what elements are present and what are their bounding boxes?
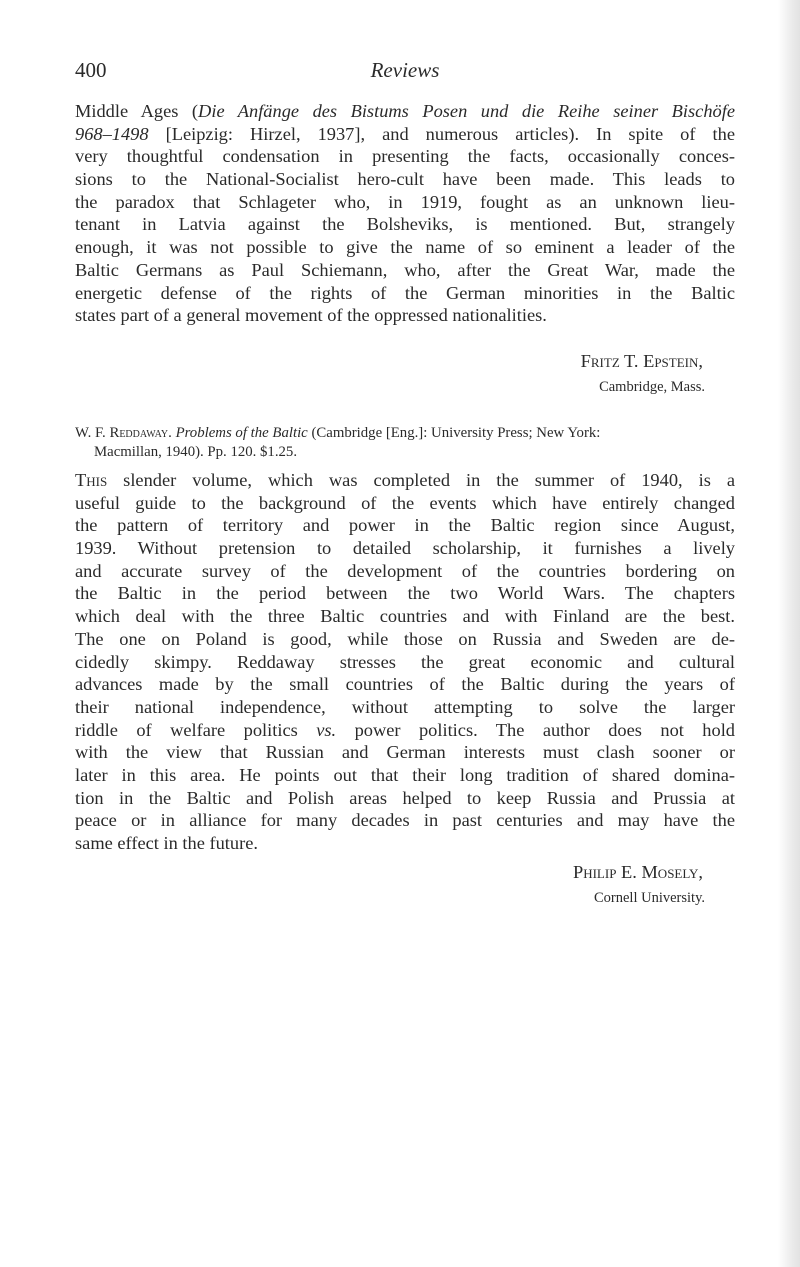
page-header xyxy=(75,58,735,86)
text-line: tion in the Baltic and Polish areas helped to keep Russia and Prussia at xyxy=(75,787,735,808)
text-line: sions to the National-Socialist hero-cult have been made. This leads to xyxy=(75,169,735,190)
citation-line xyxy=(75,424,735,443)
reviewer-affiliation: Cornell University. xyxy=(593,890,705,906)
text-line xyxy=(75,719,735,742)
review-2-body xyxy=(75,469,735,855)
text-run: riddle of welfare politics xyxy=(75,719,317,740)
book-citation xyxy=(75,424,735,461)
text-line xyxy=(75,123,735,146)
reviewer-name: Fritz T. Epstein, xyxy=(580,351,703,371)
text-line: advances made by the small countries of the Baltic during the years of xyxy=(75,674,735,695)
text-line: later in this area. He points out that their long tradition of shared domina- xyxy=(75,764,735,785)
book-dates-italic: 968–1498 xyxy=(75,123,149,144)
text-run: power politics. The author does not hold xyxy=(336,719,735,740)
text-line: The one on Poland is good, while those on Russia and Sweden are de- xyxy=(75,628,735,649)
text-run: Middle Ages ( xyxy=(75,101,199,121)
reviewer-affiliation: Cambridge, Mass. xyxy=(599,379,705,395)
text-line: enough, it was not possible to give the name of so eminent a leader of the xyxy=(75,237,735,258)
text-line xyxy=(75,100,735,123)
book-title: Problems of the Baltic xyxy=(175,425,308,441)
text-line xyxy=(75,469,735,492)
text-line: energetic defense of the rights of the German minorities in the Baltic xyxy=(75,282,735,303)
text-line: and accurate survey of the development of the countries bordering on xyxy=(75,560,735,581)
italic-versus: vs. xyxy=(316,719,337,740)
text-line: the pattern of territory and power in the Baltic region since August, xyxy=(75,515,735,536)
text-line: same effect in the future. xyxy=(75,833,258,853)
book-author: W. F. Reddaway. xyxy=(75,425,172,441)
text-line: which deal with the three Baltic countries and with Finland are the best. xyxy=(75,606,735,627)
text-line: cidedly skimpy. Reddaway stresses the great economic and cultural xyxy=(75,651,735,672)
text-line: very thoughtful condensation in presenting the facts, occasionally conces- xyxy=(75,146,735,167)
text-line: their national independence, without attempting to solve the larger xyxy=(75,696,735,717)
reviewer-name: Philip E. Mosely, xyxy=(572,862,703,882)
citation-details: (Cambridge [Eng.]: University Press; New York: xyxy=(307,425,601,441)
review-1-body xyxy=(75,100,735,327)
running-title: Reviews xyxy=(370,58,440,82)
citation-details: Macmillan, 1940). Pp. 120. $1.25. xyxy=(94,443,298,460)
first-word-small-caps: This xyxy=(75,470,108,490)
page-edge-shadow xyxy=(778,0,800,1267)
text-line: with the view that Russian and German interests must clash sooner or xyxy=(75,742,735,763)
text-line: the paradox that Schlageter who, in 1919, fought as an unknown lieu- xyxy=(75,191,735,212)
text-line: Baltic Germans as Paul Schiemann, who, after the Great War, made the xyxy=(75,259,735,280)
text-line: tenant in Latvia against the Bolsheviks, is mentioned. But, strangely xyxy=(75,214,735,235)
book-title-italic: Die Anfänge des Bistums Posen und die Reihe seiner Bischöfe xyxy=(198,101,735,121)
text-line: peace or in alliance for many decades in past centuries and may have the xyxy=(75,810,735,831)
text-line: 1939. Without pretension to detailed scholarship, it furnishes a lively xyxy=(75,538,735,559)
text-line: the Baltic in the period between the two World Wars. The chapters xyxy=(75,583,735,604)
text-line: states part of a general movement of the oppressed nationalities. xyxy=(75,305,547,326)
page-number: 400 xyxy=(75,58,107,82)
text-run: [Leipzig: Hirzel, 1937], and numerous articles). In spite of the xyxy=(148,123,735,144)
text-run: slender volume, which was completed in the summer of 1940, is a xyxy=(107,470,735,490)
text-line: useful guide to the background of the events which have entirely changed xyxy=(75,492,735,513)
